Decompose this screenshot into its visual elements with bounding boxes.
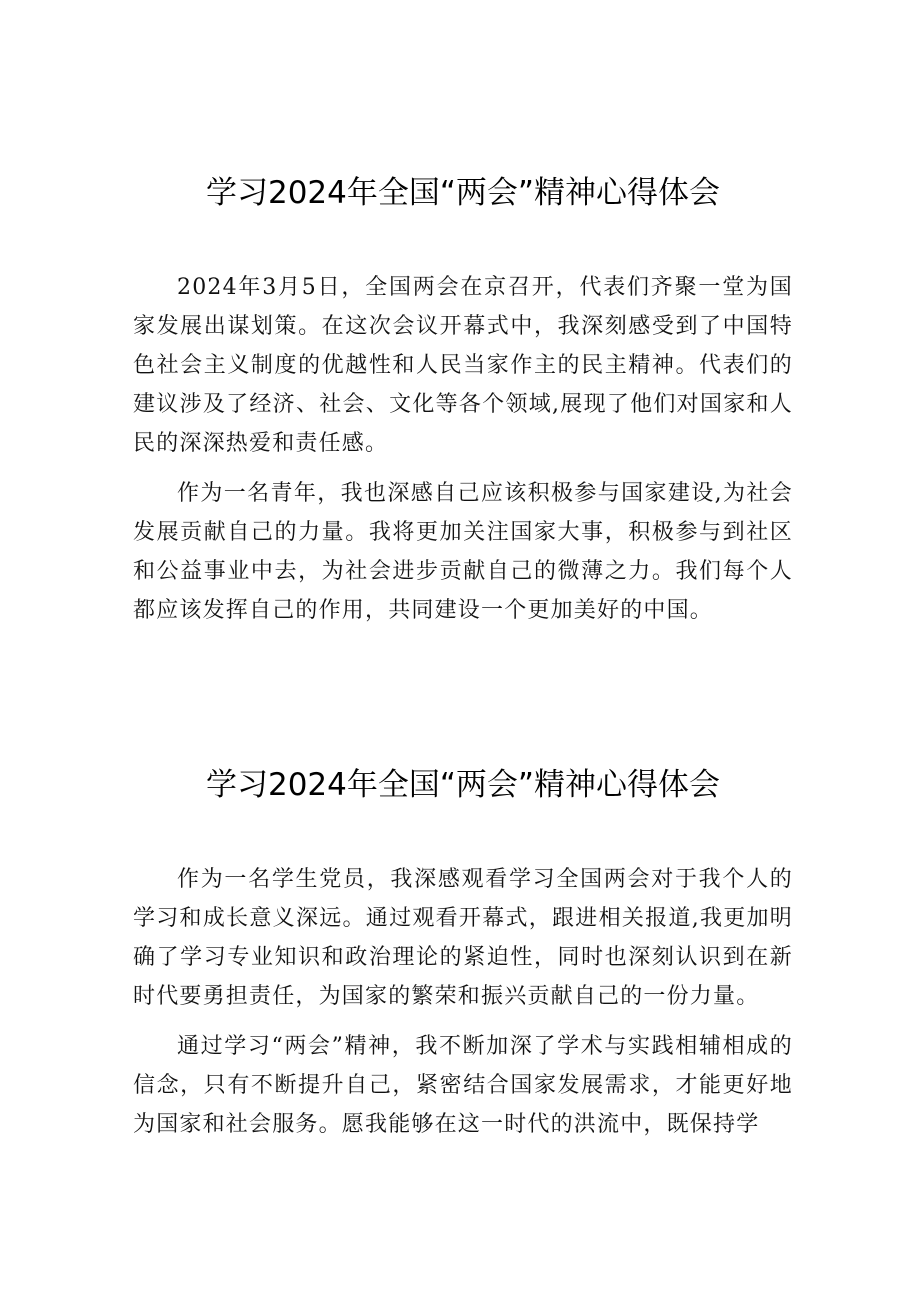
article-paragraph: 通过学习“两会”精神，我不断加深了学术与实践相辅相成的信念，只有不断提升自己，紧密结合国家发展需求，才能更好地为国家和社会服务。愿我能够在这一时代的洪流中，既保持学 [133, 1034, 793, 1137]
article-section-1 [133, 170, 793, 630]
article-title: 学习2024年全国“两会”精神心得体会 [205, 767, 720, 803]
article-paragraph: 作为一名青年，我也深感自己应该积极参与国家建设,为社会发展贡献自己的力量。我将更加关注国家大事，积极参与到社区和公益事业中去，为社会进步贡献自己的微薄之力。我们每个人都应该发挥自己的作用，共同建设一个更加美好的中国。 [133, 481, 793, 623]
article-paragraph: 作为一名学生党员，我深感观看学习全国两会对于我个人的学习和成长意义深远。通过观看开幕式，跟进相关报道,我更加明确了学习专业知识和政治理论的紧迫性，同时也深刻认识到在新时代要勇担责任，为国家的繁荣和振兴贡献自己的一份力量。 [133, 867, 793, 1009]
article-paragraph: 2024年3月5日，全国两会在京召开，代表们齐聚一堂为国家发展出谋划策。在这次会议开幕式中，我深刻感受到了中国特色社会主义制度的优越性和人民当家作主的民主精神。代表们的建议涉及了经济、社会、文化等各个领域,展现了他们对国家和人民的深深热爱和责任感。 [133, 275, 793, 456]
article-title: 学习2024年全国“两会”精神心得体会 [205, 175, 720, 211]
article-section-2 [133, 762, 793, 1144]
